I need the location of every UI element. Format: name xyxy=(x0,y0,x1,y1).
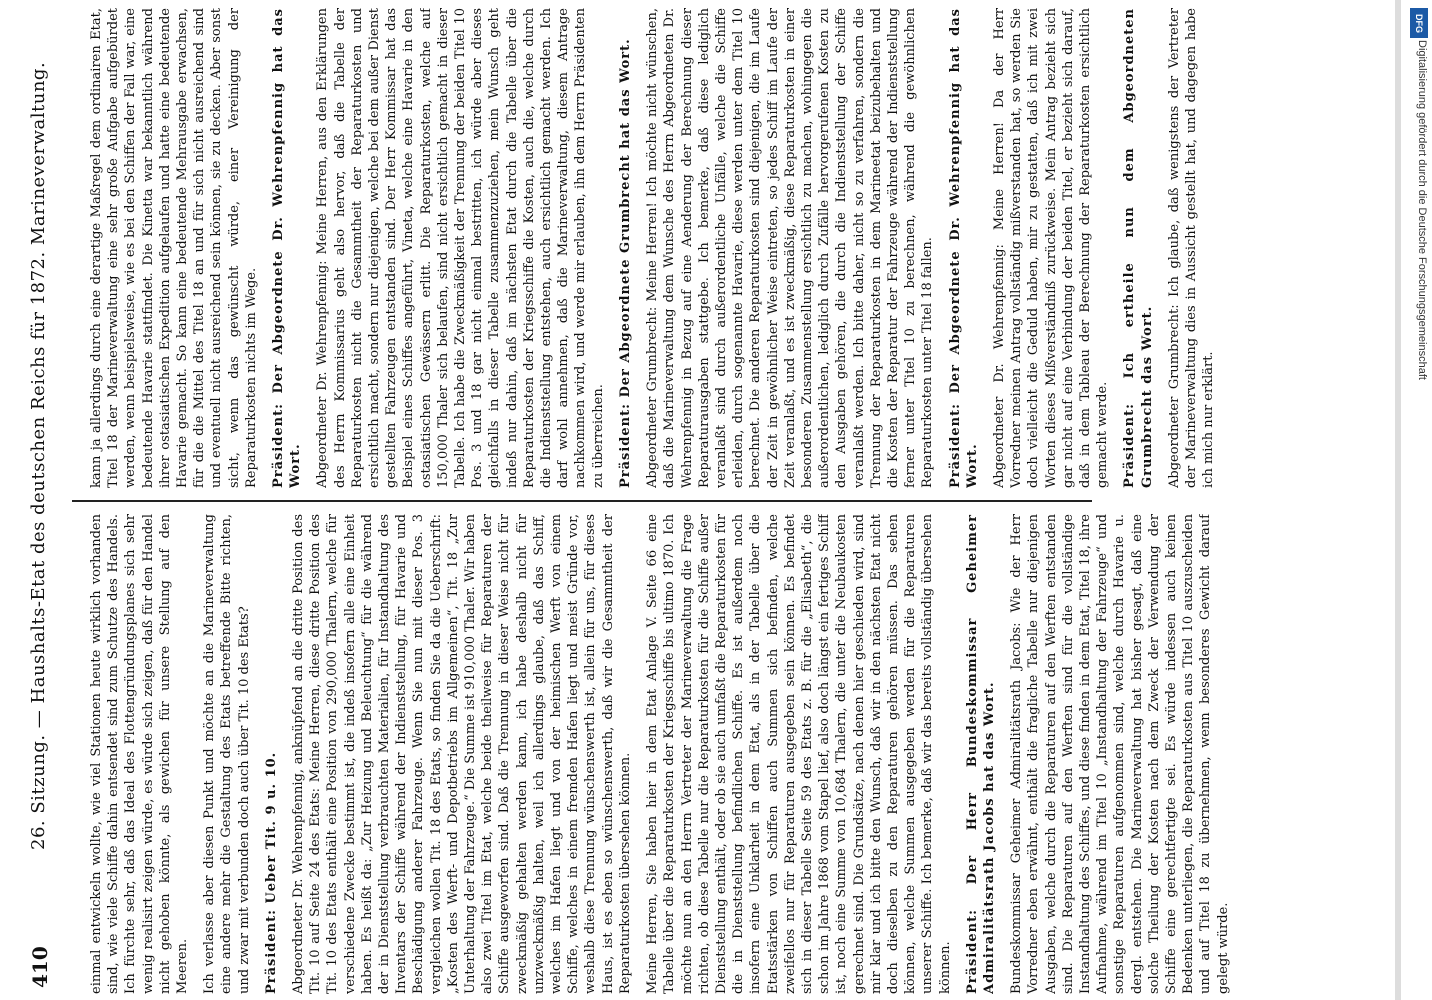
paragraph: Meine Herren, Sie haben hier in dem Etat Anlage V. Seite 66 eine Tabelle über die Reparaturkosten der Kriegsschiffe bis ultimo 1870. Ich möchte nun an den Herrn Vertreter der Marineverwaltung die Frage richten, ob diese Tabelle nur die Reparaturkosten für die Schiffe außer Dienststellung enthält, oder ob sie auch umfaßt die Reparaturkosten für die in Dienststellung befindlichen Schiffe. Es ist außerdem noch insofern eine Unklarheit in dem Etat, als in der Tabelle über die Etatsstärken von Schiffen auch Summen sich befinden, welche zweifellos nur für Reparaturen ausgegeben sein können. Es befindet sich in dieser Tabelle Seite 59 des Etats z. B. für die „Elisabeth“, die schon im Jahre 1868 vom Stapel lief, also doch längst ein fertiges Schiff ist, noch eine Summe von 10,684 Thalern, die unter die Neubaukosten gerechnet sind. Die Grundsätze, nach denen hier geschieden wird, sind mir klar und ich bitte den Wunsch, daß wir in den nächsten Etat nicht doch dieselben zu den Reparaturen gehören müssen. Das sehen können, welche Summen ausgegeben werden für die Reparaturen unserer Schiffe. Ich bemerke, daß wir das bereits vollständig übersehen können. xyxy=(645,514,953,994)
paragraph: kann ja allerdings durch eine derartige Maßregel dem ordinairen Etat, Titel 18 der Marineverwaltung eine sehr große Aufgabe aufgebürdet werden, wenn beispielsweise, wie es bei den Schiffen der Fall war, eine bedeutende Havarie stattfindet. Die Kinetta war bekanntlich während ihrer ostasiatischen Expedition aufgelaufen und hatte eine bedeutende Havarie gemacht. So kann eine bedeutende Mehrausgabe erwachsen, für die die Mittel des Titel 18 an und für sich nicht ausreichend sind und eventuell nicht ausreichend sein können, sie zu decken. Aber sonst sicht, wenn das gewünscht würde, einer Vereinigung der Reparaturkosten nichts im Wege. xyxy=(89,8,259,488)
speaker-line: Präsident: Der Abgeordnete Dr. Wehrenpfennig hat das Wort. xyxy=(947,8,980,488)
column-left xyxy=(88,514,1348,994)
speaker-line: Präsident: Der Abgeordnete Grumbrecht hat das Wort. xyxy=(617,38,633,488)
paragraph: Bundeskommissar Geheimer Admiralitätsrath Jacobs: Wie der Herr Vorredner eben erwähnt, enthält die fragliche Tabelle nur diejenigen Ausgaben, welche durch die Reparaturen auf den Werften entstanden sind. Die Reparaturen auf den Werften sind für die vollständige Instandhaltung des Schiffes, und diese finden in dem Etat, Titel 18, ihre Aufnahme, während im Titel 10 „Instandhaltung der Fahrzeuge“ und sonstige Reparaturen aufgenommen sind, welche durch Havarie u. dergl. entstehen. Die Marineverwaltung hat bisher gesagt, daß eine solche Theilung der Kosten nach dem Zweck der Verwendung der Schiffe eine gerechtfertigte sei. Es würde indessen auch keinen Bedenken unterliegen, die Reparaturkosten aus Titel 10 auszuscheiden und auf Titel 18 zu übernehmen, wenn besonderes Gewicht darauf gelegt würde. xyxy=(1009,514,1231,994)
running-title: 26. Sitzung. — Haushalts-Etat des deutschen Reichs für 1872. Marineverwaltung. xyxy=(28,61,49,850)
digitization-credit xyxy=(1408,40,1428,960)
paragraph: Abgeordneter Grumbrecht: Meine Herren! Ich möchte nicht wünschen, daß die Marineverwaltung dem Wunsche des Herrn Abgeordneten Dr. Wehrenpfennig in Bezug auf eine Aenderung der Berechnung dieser Reparaturausgaben stattgebe. Ich bemerke, daß diese lediglich veranlaßt sind durch außerordentliche Unfälle, welche die Schiffe erleiden, durch sogenannte Havarie, diese werden unter dem Titel 10 berechnet. Die anderen Reparaturkosten sind diejenigen, die im Laufe der Zeit in gewöhnlicher Weise eintreten, so jedes Schiff im Laufe der Zeit veranlaßt, und es ist zweckmäßig, diese Reparaturkosten in einer besonderen Zusammenstellung ersichtlich zu machen, wohingegen die außerordentlichen, lediglich durch Zufälle hervorgerufenen Kosten zu den Ausgaben gehören, die durch die Indienststellung der Schiffe veranlaßt werden. Ich bitte daher, nicht so zu verfahren, sondern die Trennung der Reparaturkosten in dem Marineetat beizubehalten und die Kosten der Reparatur der Fahrzeuge während der Indienststellung ferner unter Titel 10 zu berechnen, während die gewöhnlichen Reparaturkosten unter Titel 18 fallen. xyxy=(645,8,936,488)
paragraph: Ich verlasse aber diesen Punkt und möchte an die Marineverwaltung eine andere mehr die Gestaltung des Etats betreffende Bitte richten, und zwar mit verbunden doch auch über Tit. 10 des Etats? xyxy=(202,514,252,994)
speaker-line: Präsident: Der Abgeordnete Dr. Wehrenpfennig hat das Wort. xyxy=(271,8,304,488)
page-number: 410 xyxy=(28,946,52,988)
credit-text: Digitalisierung gefördert durch die Deutsche Forschungsgemeinschaft xyxy=(1416,40,1428,380)
paragraph: Abgeordneter Dr. Wehrenpfennig: Meine Herren! Da der Herr Vorredner meinen Antrag vollständig mißverstanden hat, so werden Sie doch vielleicht die Geduld haben, mir zu gestatten, daß ich mit zwei Worten dieses Mißverständniß zurückweise. Mein Antrag bezieht sich gar nicht auf eine Verbindung der beiden Titel, er bezieht sich darauf, daß in dem Tableau der Berechnung der Reparaturkosten ersichtlich gemacht werde. xyxy=(991,8,1111,488)
page-header xyxy=(0,0,70,1000)
paragraph: Abgeordneter Grumbrecht: Ich glaube, daß wenigstens der Vertreter der Marineverwaltung dies in Aussicht gestellt hat, und dagegen habe ich mich nur erklärt. xyxy=(1166,8,1217,488)
column-right xyxy=(88,8,1348,488)
paragraph: Abgeordneter Dr. Wehrenpfennig: Meine Herren, aus den Erklärungen des Herrn Kommissarius geht also hervor, daß die Tabelle der Reparaturkosten nicht die Gesammtheit der Reparaturkosten und ersichtlich macht, sondern nur diejenigen, welche bei dem außer Dienst gestellten Fahrzeugen entstanden sind. Der Herr Kommissar hat das Beispiel eines Schiffes angeführt, Vineta, welche eine Havarie in den ostasiatischen Gewässern erlitt. Die Reparaturkosten, welche auf 150,000 Thaler sich belaufen, sind nicht ersichtlich gemacht in dieser Tabelle. Ich habe die Zweckmäßigkeit der Trennung der beiden Titel 10 Pos. 3 und 18 gar nicht einmal bestritten, ich würde aber dieses gleichfalls in dieser Tabelle zusammenzuziehen, mein Wunsch geht indeß nur dahin, daß im nächsten Etat durch die Tabelle über die Reparaturkosten der Kriegsschiffe die Kosten, auch die, welche durch die Indienststellung entstehen, auch ersichtlich gemacht werden. Ich darf wohl annehmen, daß die Marineverwaltung, diesem Antrage nachkommen wird, und werde mir erlauben, ihn dem Herrn Präsidenten zu überreichen. xyxy=(315,8,606,488)
speaker-line: Präsident: Ueber Tit. 9 u. 10. xyxy=(263,751,279,994)
paragraph: Abgeordneter Dr. Wehrenpfennig, anknüpfend an die dritte Position des Tit. 10 auf Seite 24 des Etats: Meine Herren, diese dritte Position des Tit. 10 des Etats enthält eine Position von 290,000 Thalern, welche für verschiedene Zwecke bestimmt ist, die indeß insofern alle eine Einheit haben. Es heißt da: „Zur Heizung und Beleuchtung“ für die während der in Dienststellung verbrauchten Materialien, für Instandhaltung des Inventars der Schiffe während der Indienststellung, für Havarie und Beschädigung anderer Fahrzeuge. Wenn Sie nun mit dieser Pos. 3 vergleichen wollen Tit. 18 des Etats, so finden Sie da die Ueberschrift: „Kosten des Werft- und Depotbetriebs im Allgemeinen“, Tit. 18 „Zur Unterhaltung der Fahrzeuge.“ Die Summe ist 910,000 Thaler. Wir haben also zwei Titel im Etat, welche beide theilweise für Reparaturen der Schiffe ausgeworfen sind. Daß die Trennung in dieser Weise nicht für zweckmäßig gehalten werden kann, ich habe deshalb nicht für unzweckmäßig halten, weil ich allerdings glaube, daß das Schiff, welches im Hafen liegt und von der heimischen Werft von einem Schiffe, welches in einem fremden Hafen liegt und meist Gründe vor, weshalb diese Trennung wünschenswerth ist, allein für uns, für dieses Haus, ist es eben so wünschenswerth, daß wir die Gesammtheit der Reparaturkosten übersehen können. xyxy=(291,514,633,994)
column-divider xyxy=(72,500,1092,502)
speaker-line: Präsident: Der Herr Bundeskommissar Geheimer Admiralitätsrath Jacobs hat das Wort. xyxy=(964,514,997,994)
dfg-logo: DFG xyxy=(1410,8,1428,38)
paragraph: einmal entwickeln wollte, wie viel Stationen heute wirklich vorhanden sind, wie viele Schiffe dahin entsendet sind zum Schutze des Handels. Ich fürchte sehr, daß das Ideal des Flottengründungsplanes sich sehr wenig realisirt zeigen würde, es würde sich zeigen, daß für den Handel nicht gehoben könnte, als gewichen für unsere Stellung auf den Meeren. xyxy=(89,514,191,994)
speaker-line: Präsident: Ich ertheile nun dem Abgeordneten Grumbrecht das Wort. xyxy=(1122,8,1155,488)
